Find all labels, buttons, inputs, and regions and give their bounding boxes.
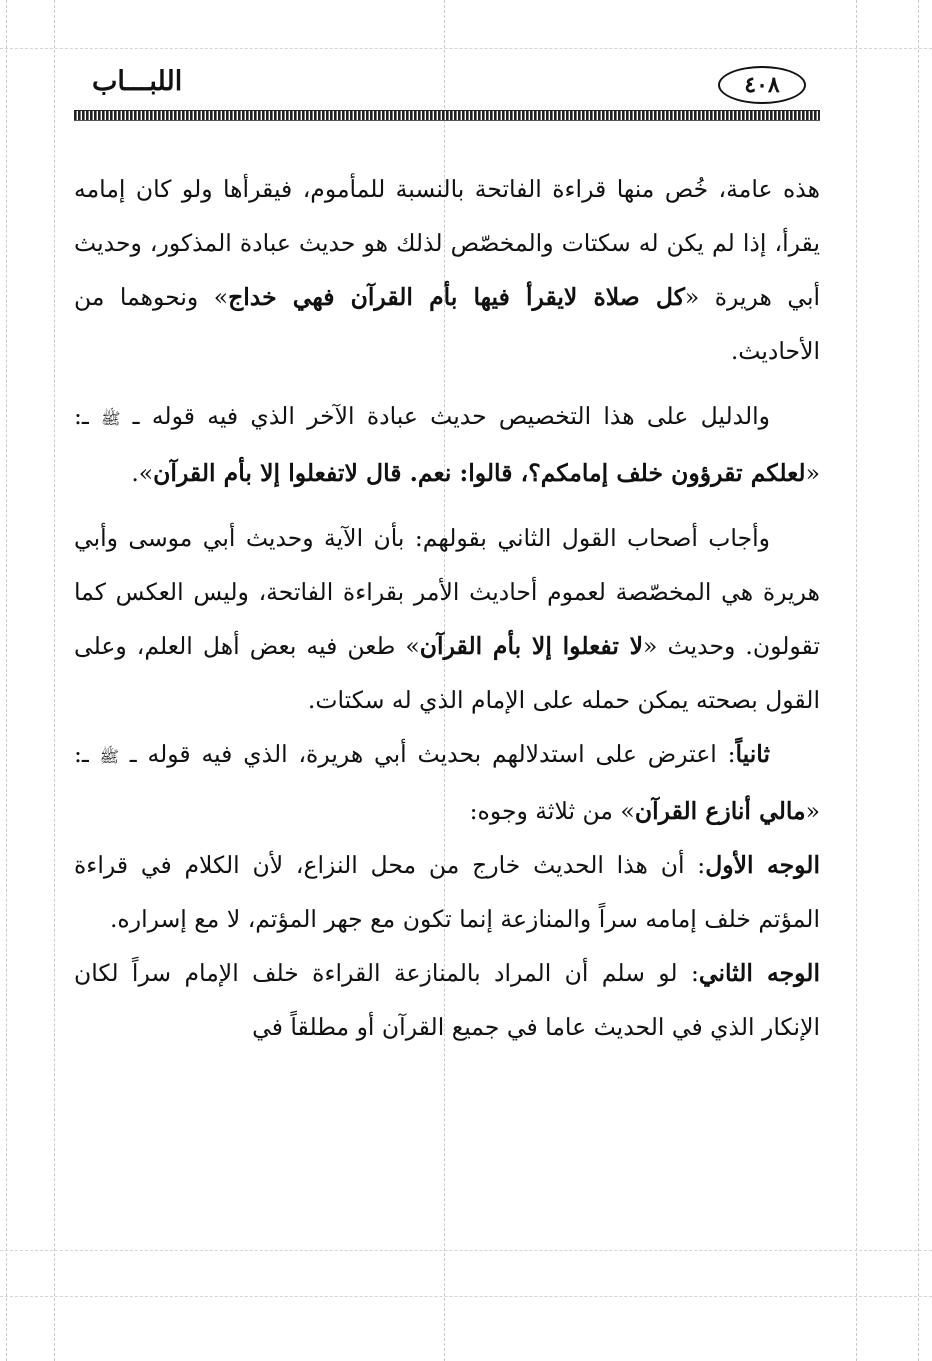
body-text bbox=[74, 162, 820, 1054]
paragraph-4 bbox=[74, 727, 820, 838]
text-run: : اعترض على استدلالهم بحديث أبي هريرة، الذي فيه قوله ـ bbox=[118, 740, 736, 768]
text-run: : لو سلم أن المراد بالمنازعة القراءة خلف الإمام سراً لكان الإنكار الذي في الحديث عاما في جميع القرآن أو مطلقاً في bbox=[74, 959, 820, 1041]
section-label: ثانياً bbox=[735, 740, 770, 768]
hadith-quote: كل صلاة لايقرأ فيها بأم القرآن فهي خداج bbox=[228, 283, 685, 311]
text-run: ـ: « bbox=[74, 402, 820, 487]
paragraph-5 bbox=[74, 838, 820, 946]
page-number: ٤٠٨ bbox=[718, 66, 806, 104]
hadith-quote: لا تفعلوا إلا بأم القرآن bbox=[419, 632, 644, 660]
text-run: هذه عامة، خُص منها قراءة الفاتحة بالنسبة للمأموم، فيقرأها ولو كان إمامه يقرأ، إذا لم يكن له سكتات والمخصّص لذلك هو حديث عبادة المذكور، وحديث أبي هريرة « bbox=[74, 175, 821, 311]
guide-line bbox=[54, 0, 55, 1361]
honorific-glyph: ﷺ bbox=[99, 747, 119, 766]
guide-line bbox=[0, 1250, 932, 1251]
paragraph-6 bbox=[74, 946, 820, 1054]
header-rule bbox=[74, 110, 820, 121]
text-run: والدليل على هذا التخصيص حديث عبادة الآخر الذي فيه قوله ـ bbox=[120, 402, 770, 430]
guide-line bbox=[6, 0, 7, 1361]
hadith-quote: مالي أنازع القرآن bbox=[634, 797, 806, 825]
guide-line bbox=[856, 0, 857, 1361]
section-label: الوجه الأول bbox=[705, 851, 820, 879]
paragraph-3 bbox=[74, 511, 820, 727]
running-title: اللبـــاب bbox=[92, 66, 183, 97]
guide-line bbox=[918, 0, 919, 1361]
text-run: ـ: « bbox=[74, 740, 820, 825]
text-run: » ونحوهما من الأحاديث. bbox=[74, 283, 820, 365]
guide-line bbox=[0, 1296, 932, 1297]
text-run: » طعن فيه بعض أهل العلم، وعلى القول بصحته يمكن حمله على الإمام الذي له سكتات. bbox=[74, 632, 820, 714]
text-run: ». bbox=[131, 459, 154, 487]
text-run: : أن هذا الحديث خارج من محل النزاع، لأن الكلام في قراءة المؤتم خلف إمامه سراً والمنازعة إنما تكون مع جهر المؤتم، لا مع إسراره. bbox=[74, 851, 820, 933]
section-label: الوجه الثاني bbox=[698, 959, 820, 987]
paragraph-2 bbox=[74, 389, 820, 500]
text-run: » من ثلاثة وجوه: bbox=[469, 797, 635, 825]
paragraph-1 bbox=[74, 162, 820, 378]
hadith-quote: لعلكم تقرؤون خلف إمامكم؟، قالوا: نعم. قال لاتفعلوا إلا بأم القرآن bbox=[153, 459, 806, 487]
text-run: وأجاب أصحاب القول الثاني بقولهم: بأن الآية وحديث أبي موسى وأبي هريرة هي المخصّصة لعموم أحاديث الأمر بقراءة الفاتحة، وليس العكس كما تقولون. وحديث « bbox=[74, 524, 820, 660]
guide-line bbox=[0, 48, 932, 49]
honorific-glyph: ﷺ bbox=[101, 409, 121, 428]
